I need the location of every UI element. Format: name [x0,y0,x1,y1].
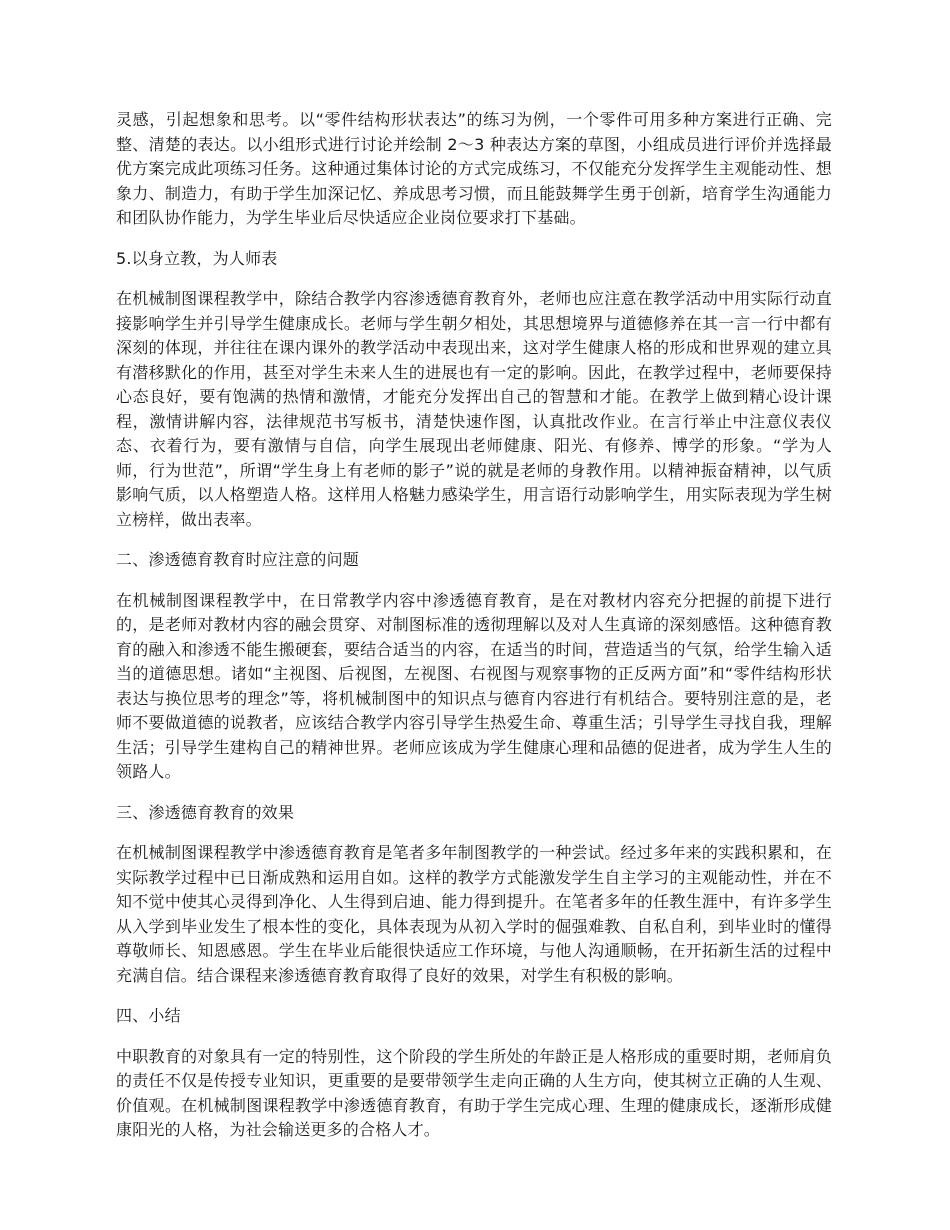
section-heading-5: 5.以身立教，为人师表 [116,248,278,268]
paragraph-summary: 中职教育的对象具有一定的特别性，这个阶段的学生所处的年龄正是人格形成的重要时期，老师肩负的责任不仅是传授专业知识，更重要的是要带领学生走向正确的人生方向，使其树立正确的人生观、价值观。在机械制图课程教学中渗透德育教育，有助于学生完成心理、生理的健康成长，逐渐形成健康阳光的人格，为社会输送更多的合格人才。 [116,1046,832,1139]
section-heading-2: 二、渗透德育教育时应注意的问题 [116,550,360,569]
paragraph-effects: 在机械制图课程教学中渗透德育教育是笔者多年制图教学的一种尝试。经过多年来的实践积累和，在实际教学过程中已日渐成熟和运用自如。这样的教学方式能激发学生自主学习的主观能动性，并在不知不觉中使其心灵得到净化、人生得到启迪、能力得到提升。在笔者多年的任教生涯中，有许多学生从入学到毕业发生了根本性的变化，具体表现为从初入学时的倔强难教、自私自利，到毕业时的懂得尊敬师长、知恩感恩。学生在毕业后能很快适应工作环境，与他人沟通顺畅，在开拓新生活的过程中充满自信。结合课程来渗透德育教育取得了良好的效果，对学生有积极的影响。 [116,843,832,985]
section-heading-3: 三、渗透德育教育的效果 [116,802,295,822]
paragraph-teacher-example: 在机械制图课程教学中，除结合教学内容渗透德育教育外，老师也应注意在教学活动中用实际行动直接影响学生并引导学生健康成长。老师与学生朝夕相处，其思想境界与道德修养在其一言一行中都有深刻的体现，并往往在课内课外的教学活动中表现出来，这对学生健康人格的形成和世界观的建立具有潜移默化的作用，甚至对学生未来人生的进展也有一定的影响。因此，在教学过程中，老师要保持心态良好，要有饱满的热情和激情，才能充分发挥出自己的智慧和才能。在教学上做到精心设计课程，激情讲解内容，法律规范书写板书，清楚快速作图，认真批改作业。在言行举止中注意仪表仪态、衣着行为，要有激情与自信，向学生展现出老师健康、阳光、有修养、博学的形象。“学为人师，行为世范”，所谓“学生身上有老师的影子”说的就是老师的身教作用。以精神振奋精神，以气质影响气质，以人格塑造人格。这样用人格魅力感染学生，用言语行动影响学生，用实际表现为学生树立榜样，做出表率。 [116,289,832,529]
section-heading-4: 四、小结 [116,1006,181,1025]
paragraph-issues: 在机械制图课程教学中，在日常教学内容中渗透德育教育，是在对教材内容充分把握的前提下进行的，是老师对教材内容的融会贯穿、对制图标准的透彻理解以及对人生真谛的深刻感悟。这种德育教育的融入和渗透不能生搬硬套，要结合适当的内容，在适当的时间，营造适当的气氛，给学生输入适当的道德思想。诸如“主视图、后视图，左视图、右视图与观察事物的正反两方面”和“零件结构形状表达与换位思考的理念”等，将机械制图中的知识点与德育内容进行有机结合。要特别注意的是，老师不要做道德的说教者，应该结合教学内容引导学生热爱生命、尊重生活；引导学生寻找自我，理解生活；引导学生建构自己的精神世界。老师应该成为学生健康心理和品德的促进者，成为学生人生的领路人。 [116,590,832,781]
paragraph-intro-continuation: 灵感，引起想象和思考。以“零件结构形状表达”的练习为例，一个零件可用多种方案进行正确、完整、清楚的表达。以小组形式进行讨论并绘制 2～3 种表达方案的草图，小组成员进行评价并选择最优方案完成此项练习任务。这种通过集体讨论的方式完成练习，不仅能充分发挥学生主观能动性、想象力、制造力，有助于学生加深记忆、养成思考习惯，而且能鼓舞学生勇于创新，培育学生沟通能力和团队协作能力，为学生毕业后尽快适应企业岗位要求打下基础。 [116,110,832,227]
